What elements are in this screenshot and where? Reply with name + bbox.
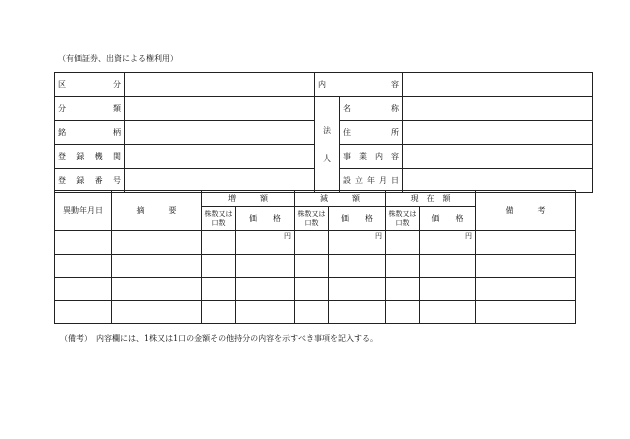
value-business[interactable] [403, 145, 593, 169]
col-remarks: 備 考 [476, 191, 576, 231]
document-caption: （有価証券、出資による権利用） [58, 54, 178, 63]
table-row [55, 301, 576, 324]
label-content: 内 容 [315, 73, 403, 97]
value-content[interactable] [403, 73, 593, 97]
value-registrar[interactable] [125, 145, 315, 169]
label-business: 事 業 内 容 [340, 145, 403, 169]
balance-price-header: 価 格 [420, 207, 476, 231]
label-corp-name: 名 称 [340, 97, 403, 121]
value-established[interactable] [403, 169, 593, 193]
increase-shares-header: 株数又は口数 [202, 207, 236, 231]
balance-shares-header: 株数又は口数 [386, 207, 420, 231]
label-corporation: 法 人 [315, 97, 340, 193]
label-category: 区 分 [55, 73, 125, 97]
value-corp-address[interactable] [403, 121, 593, 145]
col-increase: 増 額 [202, 191, 295, 207]
label-issue-name: 銘 柄 [55, 121, 125, 145]
decrease-yen-unit: 円 [329, 231, 386, 255]
increase-yen-unit: 円 [236, 231, 295, 255]
value-issue-name[interactable] [125, 121, 315, 145]
decrease-shares-header: 株数又は口数 [295, 207, 329, 231]
value-category[interactable] [125, 73, 315, 97]
table-row [55, 255, 576, 278]
asset-info-table [54, 72, 593, 193]
label-established: 設立年月日 [340, 169, 403, 193]
col-summary: 摘 要 [112, 191, 202, 231]
table-row [55, 278, 576, 301]
label-registration-number: 登 録 番 号 [55, 169, 125, 193]
label-registrar: 登 録 機 関 [55, 145, 125, 169]
col-decrease: 減 額 [295, 191, 386, 207]
increase-price-header: 価 格 [236, 207, 295, 231]
label-classification: 分 類 [55, 97, 125, 121]
value-registration-number[interactable] [125, 169, 315, 193]
col-balance: 現 在 額 [386, 191, 476, 207]
table-row [55, 231, 576, 255]
col-date: 異動年月日 [55, 191, 112, 231]
value-corp-name[interactable] [403, 97, 593, 121]
balance-yen-unit: 円 [420, 231, 476, 255]
decrease-price-header: 価 格 [329, 207, 386, 231]
ledger-table [54, 190, 576, 324]
label-corp-address: 住 所 [340, 121, 403, 145]
remarks-note: （備考） 内容欄には、1株又は1口の金額その他持分の内容を示すべき事項を記入する。 [60, 334, 379, 343]
value-classification[interactable] [125, 97, 315, 121]
